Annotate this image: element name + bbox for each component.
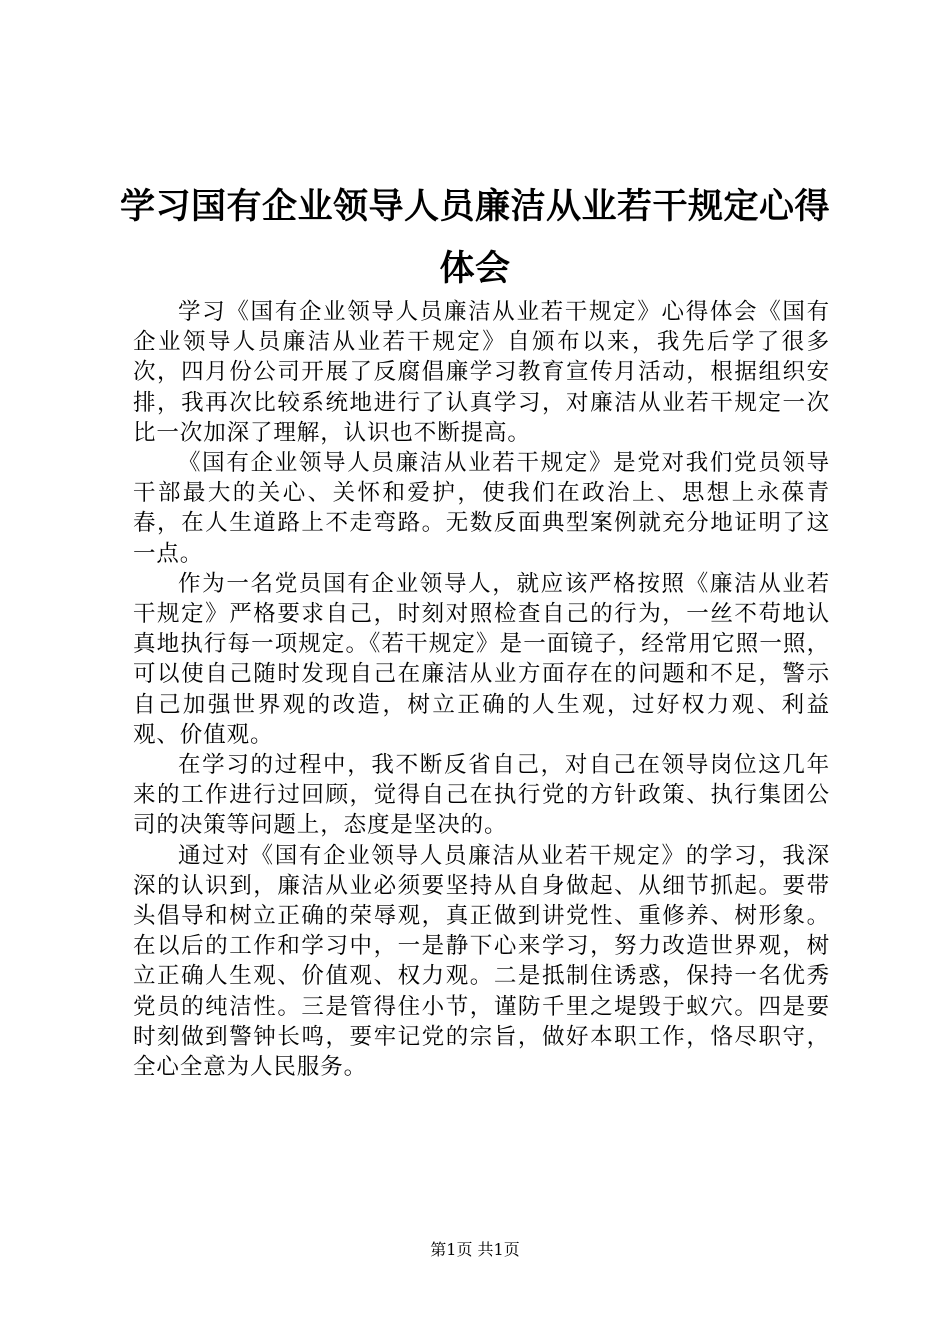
document-body — [133, 297, 830, 1082]
paragraph-1: 学习《国有企业领导人员廉洁从业若干规定》心得体会《国有企业领导人员廉洁从业若干规定》自颁布以来，我先后学了很多次，四月份公司开展了反腐倡廉学习教育宣传月活动，根据组织安排，我再次比较系统地进行了认真学习，对廉洁从业若干规定一次比一次加深了理解，认识也不断提高。 — [133, 299, 830, 446]
document-title: 学习国有企业领导人员廉洁从业若干规定心得体会 — [120, 187, 831, 289]
paragraph-4: 在学习的过程中，我不断反省自己，对自己在领导岗位这几年来的工作进行过回顾，觉得自己在执行党的方针政策、执行集团公司的决策等问题上，态度是坚决的。 — [133, 752, 830, 839]
page-footer: 第1页 共1页 — [430, 1240, 520, 1259]
paragraph-3: 作为一名党员国有企业领导人，就应该严格按照《廉洁从业若干规定》严格要求自己，时刻对照检查自己的行为，一丝不苟地认真地执行每一项规定。《若干规定》是一面镜子，经常用它照一照，可以使自己随时发现自己在廉洁从业方面存在的问题和不足，警示自己加强世界观的改造，树立正确的人生观，过好权力观、利益观、价值观。 — [133, 570, 830, 748]
paragraph-2: 《国有企业领导人员廉洁从业若干规定》是党对我们党员领导干部最大的关心、关怀和爱护，使我们在政治上、思想上永葆青春，在人生道路上不走弯路。无数反面典型案例就充分地证明了这一点。 — [133, 450, 830, 567]
paragraph-5: 通过对《国有企业领导人员廉洁从业若干规定》的学习，我深深的认识到，廉洁从业必须要坚持从自身做起、从细节抓起。要带头倡导和树立正确的荣辱观，真正做到讲党性、重修养、树形象。在以后的工作和学习中，一是静下心来学习，努力改造世界观，树立正确人生观、价值观、权力观。二是抵制住诱惑，保持一名优秀党员的纯洁性。三是管得住小节，谨防千里之堤毁于蚁穴。四是要时刻做到警钟长鸣，要牢记党的宗旨，做好本职工作，恪尽职守，全心全意为人民服务。 — [133, 842, 830, 1081]
